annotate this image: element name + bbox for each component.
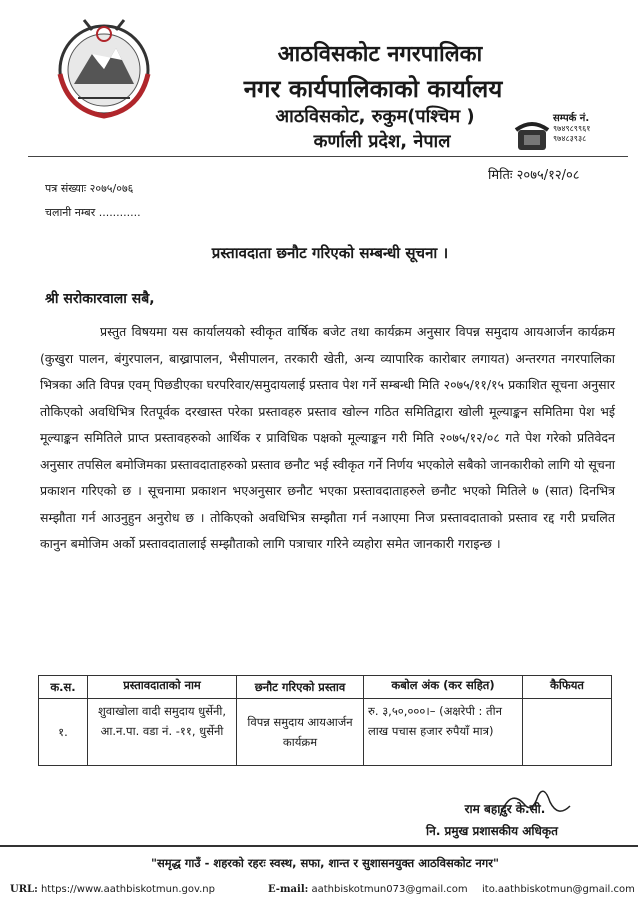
telephone-icon [514, 120, 550, 152]
table-row [39, 699, 612, 766]
salutation: श्री सरोकारवाला सबै, [45, 291, 155, 307]
reference-number: पत्र संख्याः २०७५/०७६ [45, 182, 134, 195]
col-remarks: कैफियत [523, 676, 612, 699]
nepal-emblem-icon [48, 14, 160, 122]
notice-subject: प्रस्तावदाता छनौट गरिएको सम्बन्धी सूचना । [211, 244, 449, 262]
header-divider [28, 156, 628, 157]
website-link[interactable]: https://www.aathbiskotmun.gov.np [40, 884, 215, 895]
office-name-executive: नगर कार्यपालिकाको कार्यालय [243, 75, 503, 103]
table-header-row [39, 676, 612, 699]
cell-proposer-name: शुवाखोला वादी समुदाय धुर्सेनी, आ.न.पा. वडा नं. -११, धुर्सेनी [88, 699, 237, 766]
cell-proposal: विपन्न समुदाय आयआर्जन कार्यक्रम [237, 699, 364, 766]
col-serial: क.स. [39, 676, 88, 699]
footer-divider [0, 845, 638, 847]
contact-number: ९७४८३९३८ [553, 134, 587, 143]
office-address: आठविसकोट, रुकुम(पश्चिम ) [275, 106, 475, 127]
signatory-title: नि. प्रमुख प्रशासकीय अधिकृत [426, 824, 558, 838]
footer-url-block [10, 884, 215, 895]
contact-label: सम्पर्क नं. [553, 113, 590, 124]
cell-bid-amount: रु. ३,५०,०००।– (अक्षरेपी : तीन लाख पचास हजार रुपैयाँ मात्र) [364, 699, 523, 766]
url-label: URL: [10, 884, 38, 895]
email-link[interactable]: aathbiskotmun073@gmail.com [311, 884, 468, 895]
cell-remarks [523, 699, 612, 766]
letter-date: मितिः २०७५/१२/०८ [488, 168, 580, 183]
notice-body: प्रस्तुत विषयमा यस कार्यालयको स्वीकृत वार्षिक बजेट तथा कार्यक्रम अनुसार विपन्न समुदाय आयआर्जन कार्यक्रम (कुखुरा पालन, बंगुरपालन, बाख्रापालन, भैसीपालन, तरकारी खेती, अन्य व्यापारिक कारोबार लगायत) अन्तरगत नगरपालिका भित्रका अति विपन्न एवम् पिछडीएका घरपरिवार/समुदायलाई प्रस्ताव पेश गर्ने सम्बन्धी मिति २०७५/११/१५ प्रकाशित सूचना अनुसार तोकिएको अवधिभित्र रितपूर्वक दरखास्त परेका प्रस्तावहरु प्रस्ताव खोल्न गठित समितिद्वारा खोली मूल्याङ्कन समितिमा पेश भई मूल्याङ्कन समितिले प्राप्त प्रस्तावहरुको आर्थिक र प्राविधिक पक्षको मूल्याङ्कन गरी मिति २०७५/१२/०८ गते पेश गरेको प्रतिवेदन अनुसार तपसिल बमोजिमका प्रस्तावदाताहरुको प्रस्ताव छनौट भई स्वीकृत गर्ने निर्णय भएकोले सबैको जानकारीको लागि यो सूचना प्रकाशन गरिएको छ । सूचनामा प्रकाशन भएअनुसार छनौट भएका प्रस्तावदाताहरुले छनौट भएको मितिले ७ (सात) दिनभित्र सम्झौता गर्न आउनुहुन अनुरोध छ । तोकिएको अवधिभित्र सम्झौता गर्न नआएमा निज प्रस्तावदाताको प्रस्ताव रद्द गरी प्रचलित कानुन बमोजिम अर्को प्रस्तावदातालाई सम्झौताको लागि पत्राचार गरिने व्यहोरा समेत जानकारी गराइन्छ । [40, 324, 615, 551]
cell-serial: १. [39, 699, 88, 766]
footer-email-block [268, 884, 468, 895]
municipality-motto: "समृद्ध गाउँ - शहरको रहरः स्वस्थ, सफा, शान्त र सुशासनयुक्त आठविसकोट नगर" [151, 856, 499, 870]
office-name-municipality: आठविसकोट नगरपालिका [277, 42, 483, 67]
col-proposer-name: प्रस्तावदाताको नाम [88, 676, 237, 699]
selected-proposers-table [38, 675, 612, 766]
office-province: कर्णाली प्रदेश, नेपाल [313, 131, 451, 152]
email-label: E-mail: [268, 884, 309, 895]
col-proposal: छनौट गरिएको प्रस्ताव [237, 676, 364, 699]
col-bid-amount: कबोल अंक (कर सहित) [364, 676, 523, 699]
dispatch-number: चलानी नम्बर ............ [45, 206, 141, 219]
contact-number: ९७४९८९९६१ [553, 124, 591, 133]
signatory-name: राम बहादुर के.सी. [464, 802, 546, 816]
email-link-secondary[interactable]: ito.aathbiskotmun@gmail.com [482, 884, 635, 895]
contact-block [553, 114, 635, 144]
